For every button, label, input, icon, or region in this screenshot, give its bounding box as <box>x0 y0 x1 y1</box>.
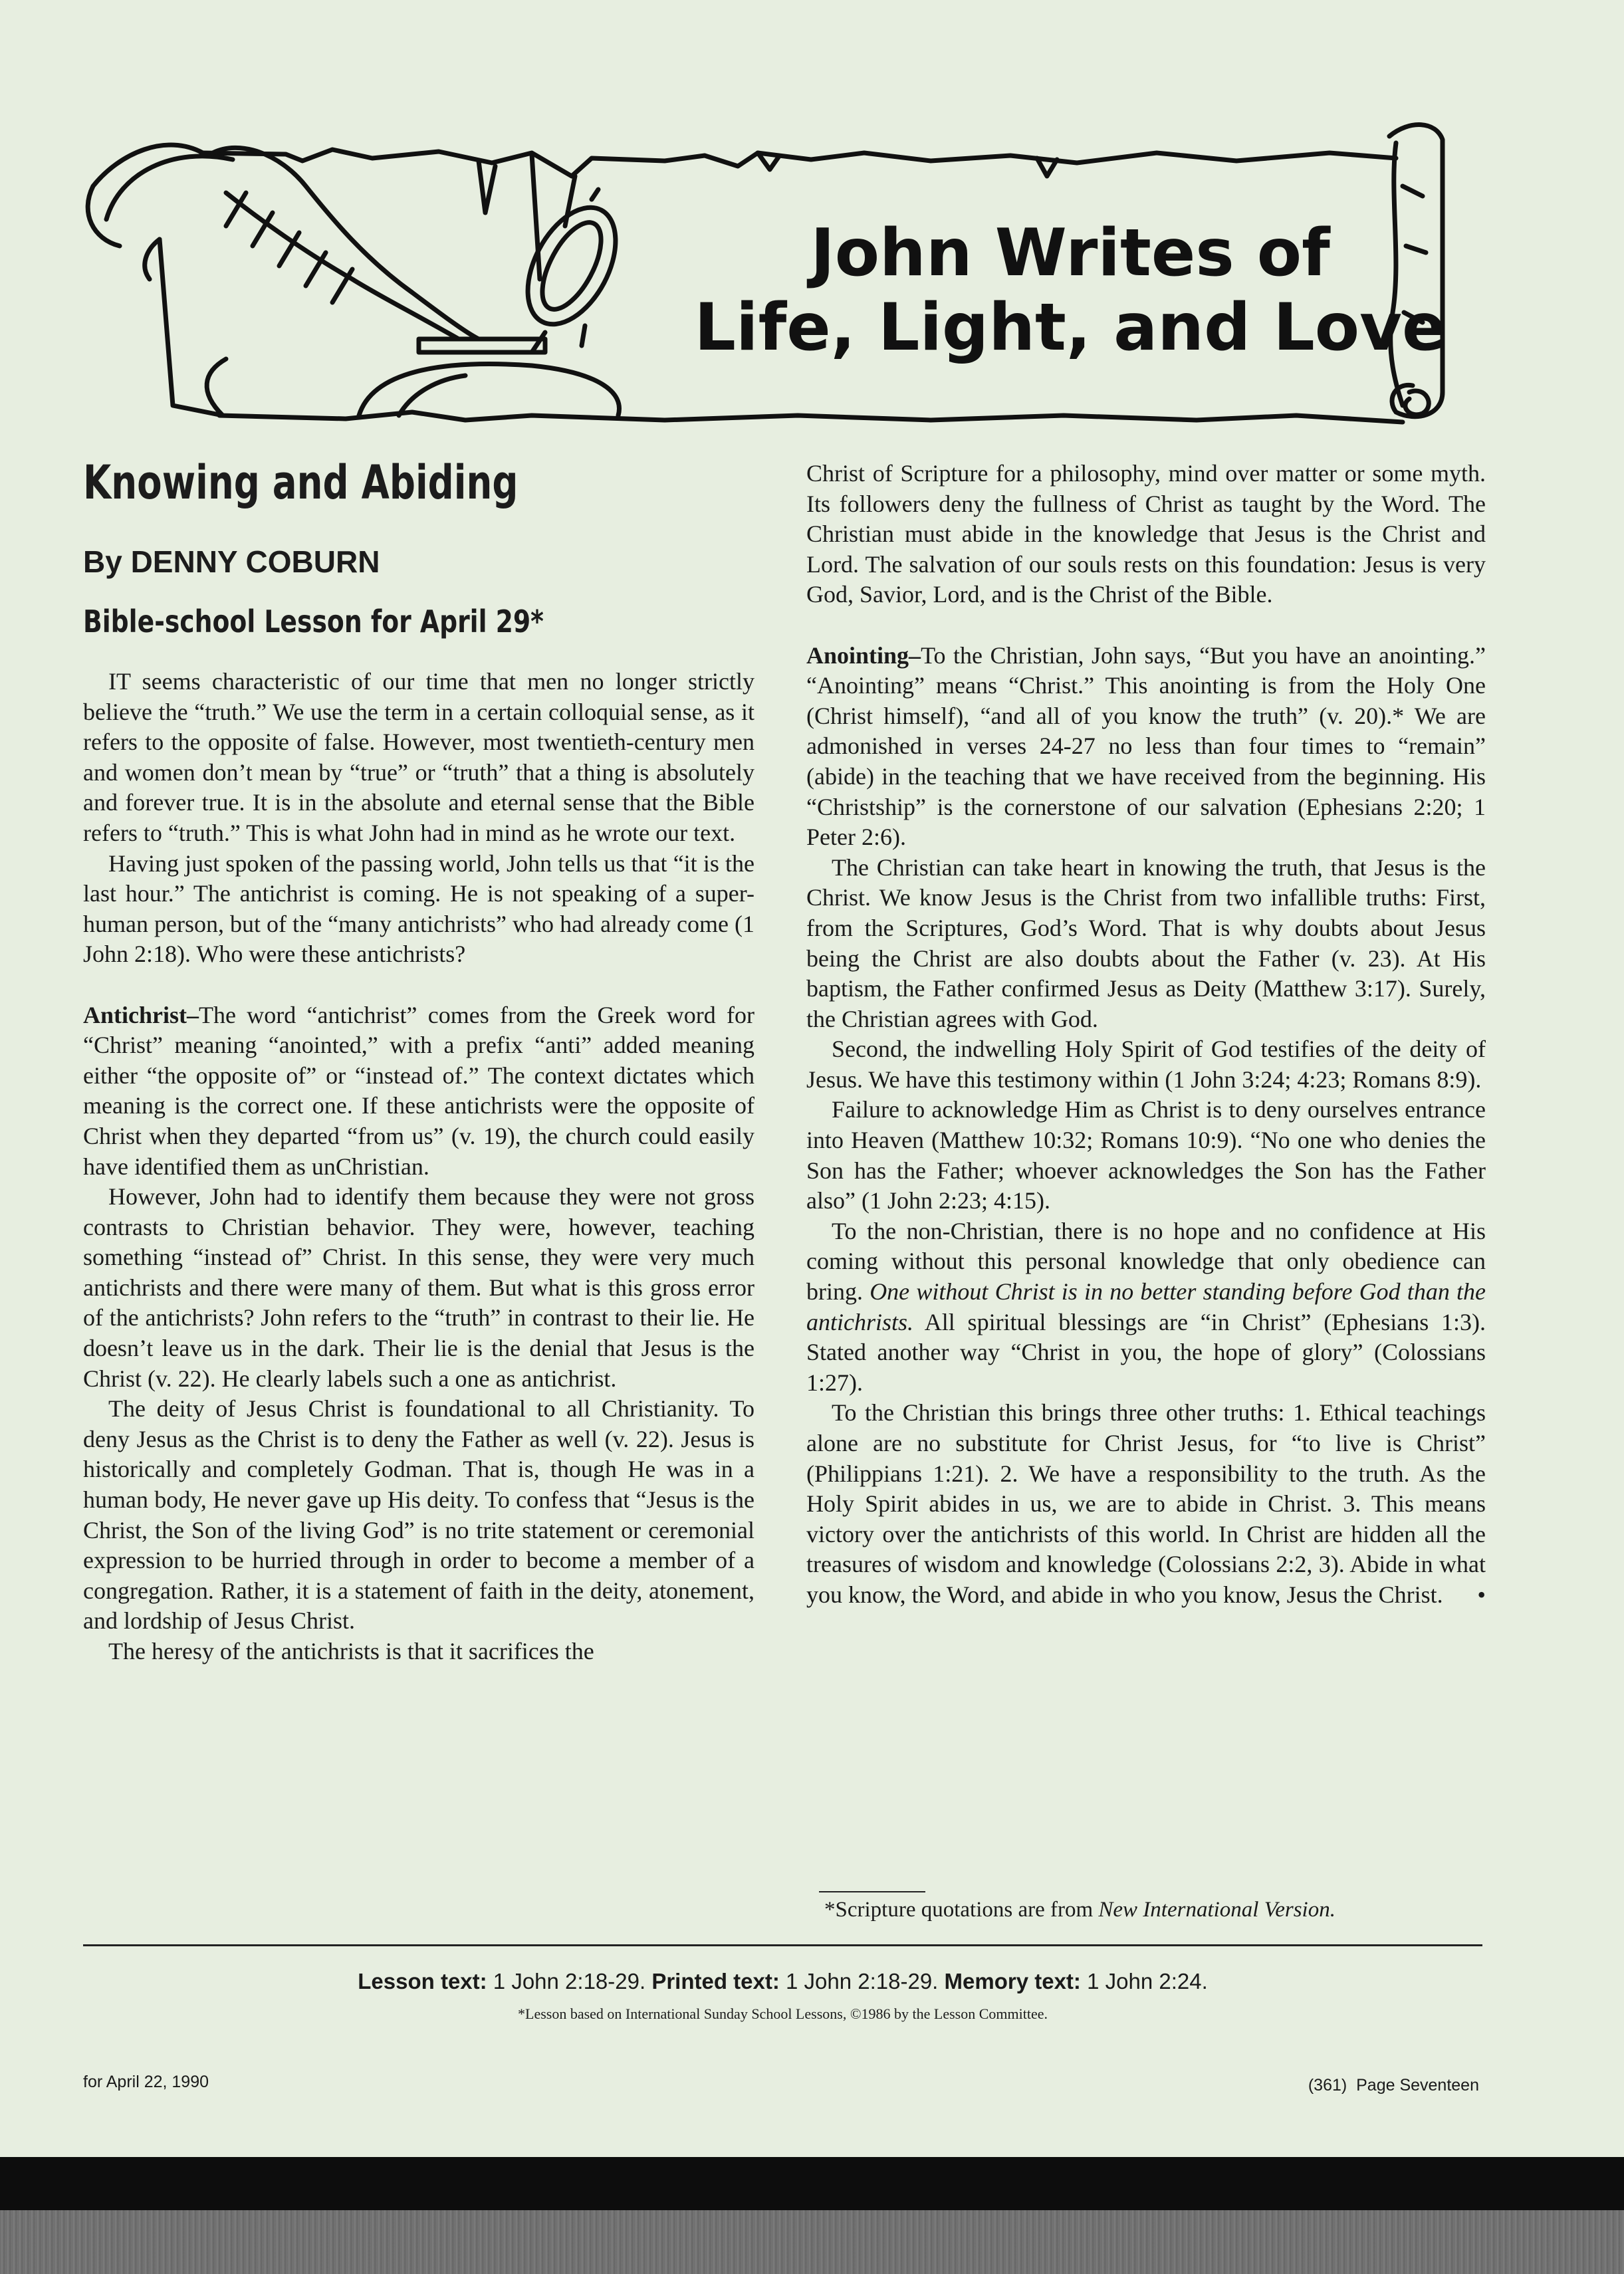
footnote-rule <box>819 1891 925 1892</box>
page-shadow <box>0 2157 1624 2210</box>
paragraph: IT seems characteristic of our time that men no longer strictly believe the “truth.” We use the term in a certain colloquial sense, as it refers to the opposite of false. However, most twentieth-century men and women don’t mean by “true” or “truth” that a thing is absolutely and forever true. It is in the absolute and eternal sense that the Bible refers to “truth.” This is what John had in mind as he wrote our text. <box>83 668 754 846</box>
left-column <box>83 667 754 1667</box>
right-column <box>806 459 1486 1611</box>
section-lead: Antichrist– <box>83 1001 199 1028</box>
paragraph: However, John had to identify them because they were not gross contrasts to Christian behavior. They were, however, teaching something “instead of” Christ. In this sense, they were very much antichrists and there were many of them. But what is this gross error of the antichrists? John refers to the “truth” in contrast to their lie. He doesn’t leave us in the dark. Their lie is the denial that Jesus is the Christ (v. 22). He clearly labels such a one as antichrist. <box>83 1183 754 1392</box>
paragraph: Christ of Scripture for a philosophy, mind over matter or some myth. Its followers deny the fullness of Christ as taught by the Word. The Christian must abide in the knowledge that Jesus is the Christ and Lord. The salvation of our souls rests on this foundation: Jesus is very God, Savior, Lord, and is the Christ of the Bible. <box>806 460 1486 608</box>
lesson-text-label: Lesson text: <box>358 1969 487 1993</box>
paragraph: The heresy of the antichrists is that it sacrifices the <box>108 1638 594 1664</box>
lesson-subhead: Bible-school Lesson for April 29* <box>83 604 544 639</box>
lesson-text: 1 John 2:18-29. <box>487 1969 652 1993</box>
issue-date: for April 22, 1990 <box>83 2073 209 2091</box>
paragraph: Having just spoken of the passing world, John tells us that “it is the last hour.” The antichrist is coming. He is not speaking of a super-human person, but of the “many antichrists” who had already come (1 John 2:18). Who were these antichrists? <box>83 850 754 968</box>
banner-title-line-2: Life, Light, and Love <box>694 290 1447 366</box>
section-divider <box>83 1944 1482 1946</box>
lesson-title: Knowing and Abiding <box>83 455 519 510</box>
printed-text: 1 John 2:18-29. <box>779 1969 945 1993</box>
footnote-source: New International Version. <box>1098 1898 1335 1922</box>
footnote-text: *Scripture quotations are from <box>824 1898 1099 1922</box>
section-lead: Anointing– <box>806 641 921 669</box>
lesson-info <box>83 1969 1482 1994</box>
printed-text-label: Printed text: <box>651 1969 780 1993</box>
paragraph: Second, the indwelling Holy Spirit of God testifies of the deity of Jesus. We have this testimony within (1 John 3:24; 4:23; Romans 8:9). <box>806 1036 1486 1093</box>
paragraph-text: The word “antichrist” comes from the Greek word for “Christ” meaning “anointed,” with a prefix “anti” added meaning either “the opposite of” or “instead of.” The context dictates which meaning is the correct one. If these antichrists were the opposite of Christ when they departed “from us” (v. 19), the church could easily have identified them as unChristian. <box>83 1001 754 1180</box>
banner-title <box>665 216 1476 365</box>
paragraph-text: To the Christian, John says, “But you have an anointing.” “Anointing” means “Christ.” This anointing is from the Holy One (Christ himself), “and all of you know the truth” (v. 20).* We are admonished in verses 24-27 no less than four times to “remain” (abide) in the teaching that we have received from the beginning. His “Christship” is the cornerstone of our salvation (Ephesians 2:20; 1 Peter 2:6). <box>806 641 1486 851</box>
author-byline: By DENNY COBURN <box>83 544 380 579</box>
paragraph: The deity of Jesus Christ is foundational to all Christianity. To deny Jesus as the Christ is to deny the Father as well (v. 22). Jesus is historically and completely Godman. That is, though He was in a human body, He never gave up His deity. To confess that “Jesus is the Christ, the Son of the living God” is no trite statement or ceremonial expression to be hurried through in order to become a member of a congregation. Rather, it is a statement of faith in the deity, atonement, and lordship of Jesus Christ. <box>83 1395 754 1635</box>
paragraph-anointing <box>806 641 1486 853</box>
banner-title-line-1: John Writes of <box>810 215 1330 291</box>
page-number: (361) Page Seventeen <box>1308 2076 1479 2095</box>
footnote <box>824 1898 1335 1922</box>
lesson-note: *Lesson based on International Sunday School Lessons, ©1986 by the Lesson Committee. <box>518 2005 1048 2022</box>
paragraph-text: All spiritual blessings are “in Christ” (Ephesians 1:3). Stated another way “Christ in you, the hope of glory” (Colossians 1:27). <box>806 1308 1486 1396</box>
paragraph-antichrist <box>83 1000 754 1183</box>
emphasis-text: One without Christ is in no better standing before God than the antichrists. <box>806 1278 1486 1335</box>
memory-text-label: Memory text: <box>944 1969 1081 1993</box>
paragraph-text: To the non-Christian, there is no hope and no confidence at His coming without this personal knowledge that only obedience can bring. <box>806 1217 1486 1306</box>
paragraph <box>806 1216 1486 1399</box>
scroll-banner <box>66 113 1496 439</box>
paragraph: The Christian can take heart in knowing the truth, that Jesus is the Christ. We know Jesus is the Christ from two infallible truths: First, from the Scriptures, God’s Word. That is why doubts about Jesus being the Christ are also doubts about the Father (v. 23). At His baptism, the Father confirmed Jesus as Deity (Matthew 3:17). Surely, the Christian agrees with God. <box>806 853 1486 1032</box>
paragraph-text: To the Christian this brings three other truths: 1. Ethical teachings alone are no substitute for Christ Jesus, for “to live is Christ” (Philippians 1:21). 2. We have a responsibility to the truth. As the Holy Spirit abides in us, we are to abide in Christ. 3. This means victory over the antichrists of this world. In Christ are hidden all the treasures of wisdom and knowledge (Colossians 2:2, 3). Abide in what you know, the Word, and abide in who you know, Jesus the Christ. <box>806 1399 1486 1608</box>
end-mark: • <box>1477 1581 1486 1608</box>
paragraph <box>806 1398 1486 1610</box>
paragraph: Failure to acknowledge Him as Christ is to deny ourselves entrance into Heaven (Matthew 10:32; Romans 10:9). “No one who denies the Son has the Father; whoever acknowledges the Son has the Father also” (1 John 2:23; 4:15). <box>806 1096 1486 1214</box>
scanner-background <box>0 2210 1624 2274</box>
memory-text: 1 John 2:24. <box>1080 1969 1208 1993</box>
